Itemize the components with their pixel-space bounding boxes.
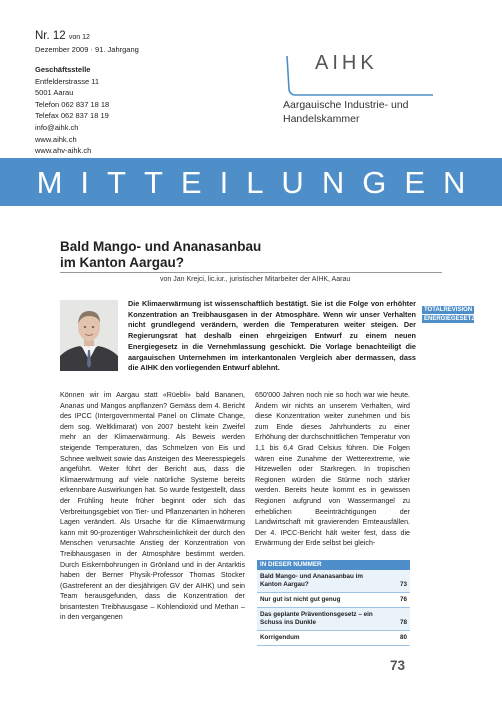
article-body-column-1: Können wir im Aargau statt «Rüebli» bald Bananen, Ananas und Mangos anpflanzen? Gemäss dem 4. Bericht des IPCC (Intergovernmental Panel on Climate Change, dem sog. Weltklimarat) von 2007 besteht kein Zweifel mehr an der Klimaerwärmung. Als Beweis werden steigende Temperaturen, das Schmelzen von Eis und Schnee weltweit sowie das Ansteigen des Meeresspiegels angeführt. Weiter führt der Bericht aus, dass die Klimaerwärmung auf viele natürliche Systeme bereits erkennbare Auswirkungen hat. So wurde festgestellt, dass der Frühling heute früher beginnt oder sich das Verbreitungsgebiet von Tier- und Pflanzenarten in höheren Lagen verändert. Als Ursache für die Klimaerwärmung kann mit 90-prozentiger Wahrscheinlichkeit der durch den Menschen verursachte Anstieg der Konzentration von Treibhausgasen in der Atmosphäre bestimmt werden. Durch Eiskernbohrungen in Grönland und in der Antarktis haben der Berner Physik-Professor Thomas Stocker (Gastreferent an der diesjährigen GV der AIHK) und sein Team herausgefunden, dass die Konzentration der brisantesten Treibhausgase – Kohlendioxid und Methan – in den vergangenen bbox=[60, 391, 245, 622]
toc-heading: IN DIESER NUMMER bbox=[257, 560, 410, 570]
issue-prefix: Nr. bbox=[35, 30, 50, 42]
article-title-line1: Bald Mango- und Ananasanbau bbox=[60, 239, 262, 254]
aihk-logo bbox=[283, 42, 443, 98]
office-address bbox=[35, 64, 109, 157]
article-title-line2: im Kanton Aargau? bbox=[60, 255, 185, 270]
toc-item[interactable] bbox=[257, 593, 410, 608]
article-author: von Jan Krejci, lic.iur., juristischer Mitarbeiter der AIHK, Aarau bbox=[160, 276, 351, 283]
logo-text: AIHK bbox=[315, 52, 378, 74]
toc-item-title: Nur gut ist nicht gut genug bbox=[260, 596, 341, 603]
band-title: MITTEILUNGEN bbox=[36, 165, 484, 200]
topic-tags bbox=[422, 306, 474, 324]
issue-number bbox=[35, 30, 90, 42]
title-band bbox=[0, 158, 502, 206]
issue-number-value: 12 bbox=[52, 30, 66, 42]
date-line: Dezember 2009 · 91. Jahrgang bbox=[35, 45, 139, 54]
toc-item-page: 78 bbox=[399, 619, 407, 626]
office-street: Entfelderstrasse 11 bbox=[35, 76, 100, 86]
topic-tag-energiegesetz: ENERGIEGESETZ bbox=[424, 316, 476, 322]
office-phone: Telefon 062 837 18 18 bbox=[35, 99, 110, 109]
org-name-line1: Aargauische Industrie- und bbox=[283, 99, 409, 111]
page-number: 73 bbox=[390, 658, 406, 673]
article-lead: Die Klimaerwärmung ist wissenschaftlich bestätigt. Sie ist die Folge von erhöhter Konzentration an Treibhausgasen in der Atmosphäre. Wenn wir unser Verhalten nicht grundlegend verändern, werden die Temperaturen weiter steigen. Der Regierungsrat hat deshalb einen ehrgeizigen Entwurf zu einem neuen Energiegesetz in die Vernehmlassung geschickt. Die Vorlage benachteiligt die aargauischen Unternehmen im interkantonalen Vergleich aber dermassen, dass die AIHK den vorliegenden Entwurf ablehnt. bbox=[128, 299, 416, 373]
article-body-column-2: 650'000 Jahren noch nie so hoch war wie heute. Ändern wir nichts an unserem Verhalten, wird diese Konzentration weiter zunehmen und bis zum Ende dieses Jahrhunderts zu einer Erhöhung der durchschnittlichen Temperatur von 1,1 bis 6,4 Grad Celsius führen. Die Folgen wären eine Zunahme der Wetterextreme, wie Hitzewellen oder Starkregen. In tropischen Regionen würden die Stürme noch stärker werden. Bereits heute kommt es in gewissen Regionen aufgrund von Wassermangel zu erheblichen Beeinträchtigungen der Landwirtschaft mit gravierenden Ernteausfällen. Der 4. IPCC-Bericht hält weiter fest, dass die Erwärmung der Erde selbst bei gleich- bbox=[255, 391, 410, 548]
office-website-ahv[interactable]: www.ahv-aihk.ch bbox=[35, 146, 92, 156]
toc-item[interactable] bbox=[257, 608, 410, 631]
table-of-contents bbox=[257, 560, 410, 646]
office-email[interactable]: info@aihk.ch bbox=[35, 122, 79, 132]
author-portrait bbox=[60, 300, 118, 371]
office-fax: Telefax 062 837 18 19 bbox=[35, 111, 109, 121]
toc-item-title: Das geplante Präventionsgesetz – ein Schuss ins Dunkle bbox=[260, 611, 373, 626]
toc-item-page: 80 bbox=[399, 634, 407, 641]
toc-item-page: 76 bbox=[399, 596, 407, 603]
office-website[interactable]: www.aihk.ch bbox=[35, 134, 77, 144]
topic-tag-totalrevision: TOTALREVISION bbox=[424, 307, 473, 313]
toc-item-page: 73 bbox=[399, 581, 407, 588]
toc-item[interactable] bbox=[257, 631, 410, 646]
toc-item[interactable] bbox=[257, 570, 410, 593]
toc-item-title: Korrigendum bbox=[260, 634, 300, 641]
issue-suffix: von 12 bbox=[68, 34, 90, 41]
org-name-line2: Handelskammer bbox=[283, 112, 360, 125]
toc-item-title: Bald Mango- und Ananasanbau im Kanton Aargau? bbox=[260, 573, 363, 588]
office-city: 5001 Aarau bbox=[35, 88, 74, 98]
office-heading: Geschäftsstelle bbox=[35, 65, 91, 74]
title-divider bbox=[60, 272, 442, 273]
org-name bbox=[283, 99, 409, 126]
article-title bbox=[60, 239, 261, 271]
